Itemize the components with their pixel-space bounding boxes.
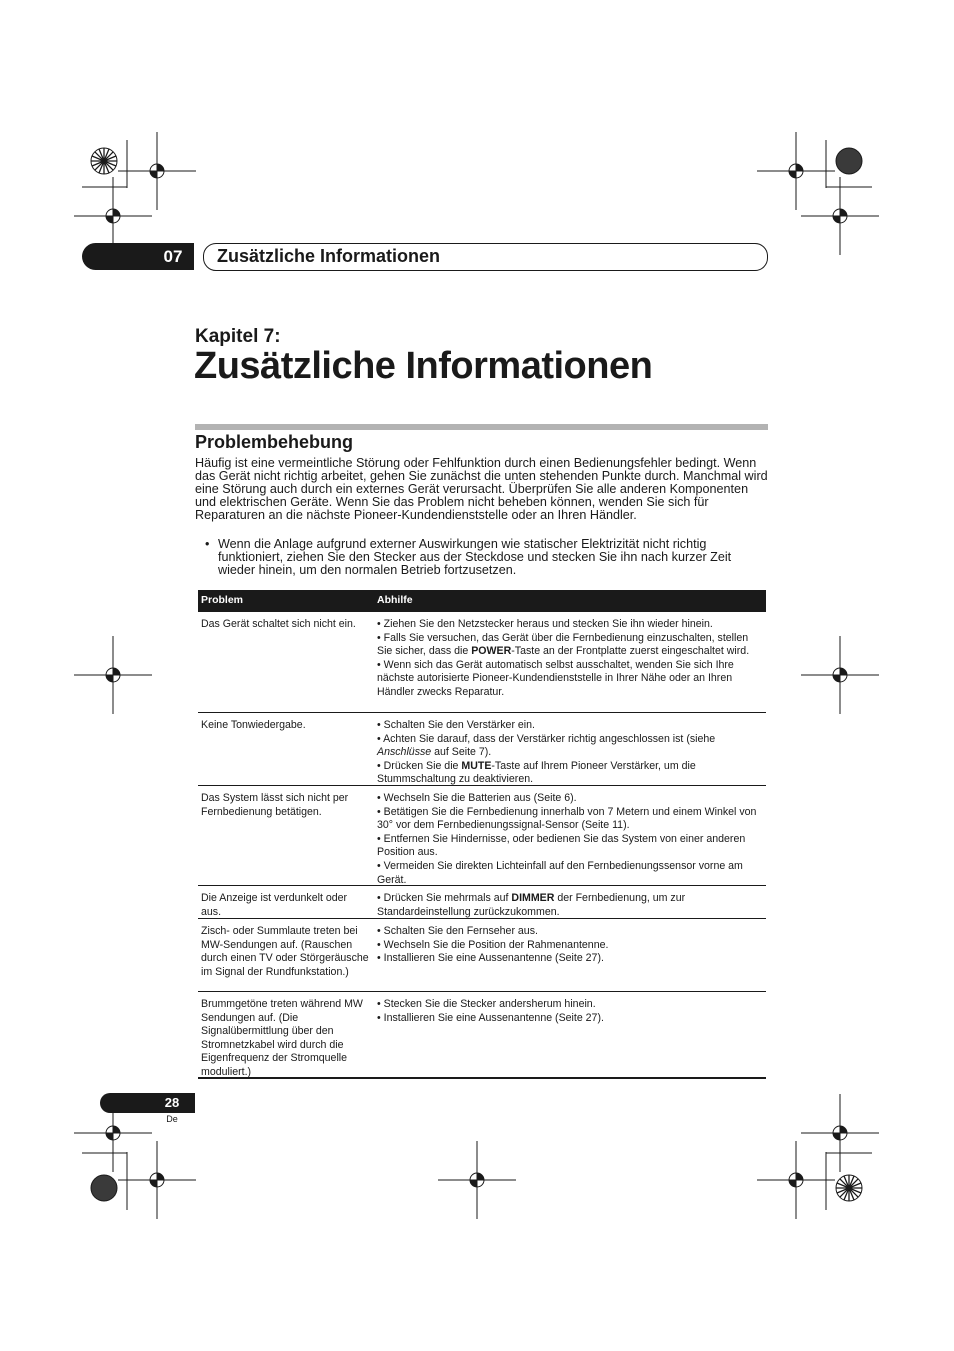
remedy-line: • Ziehen Sie den Netzstecker heraus und stecken Sie ihn wieder hinein. bbox=[377, 618, 713, 630]
problem-cell: Zisch- oder Summlaute treten bei MW-Sendungen auf. (Rauschen durch einen TV oder Störgeräusche im Signal der Rundfunkstation.) bbox=[201, 925, 369, 978]
table-row bbox=[198, 919, 766, 992]
problem-cell: Das Gerät schaltet sich nicht ein. bbox=[201, 618, 356, 630]
table-row bbox=[198, 992, 766, 1079]
remedy-line: • Drücken Sie die MUTE-Taste auf Ihrem Pioneer Verstärker, um die Stummschaltung zu deaktivieren. bbox=[377, 759, 696, 786]
remedy-cell bbox=[377, 792, 763, 887]
page-number: 28 bbox=[164, 1095, 180, 1110]
remedy-cell bbox=[377, 618, 763, 700]
remedy-line: • Wechseln Sie die Batterien aus (Seite 6). bbox=[377, 792, 577, 804]
remedy-line: • Stecken Sie die Stecker andersherum hinein. bbox=[377, 998, 596, 1010]
problem-cell: Das System lässt sich nicht per Fernbedienung betätigen. bbox=[201, 792, 349, 818]
remedy-line: • Falls Sie versuchen, das Gerät über die Fernbedienung einzuschalten, stellen Sie sicher, dass die POWER-Taste an der Frontplatte zuerst eingeschaltet wird. bbox=[377, 631, 750, 658]
problem-cell: Keine Tonwiedergabe. bbox=[201, 719, 306, 731]
remedy-cell bbox=[377, 925, 763, 966]
intro-paragraph: Häufig ist eine vermeintliche Störung oder Fehlfunktion durch einen Bedienungsfehler bedingt. Wenn das Gerät nicht richtig arbeitet, gehen Sie zunächst die unten stehenden Punkte durch. Manchmal wird eine Störung auch durch ein externes Gerät verursacht. Überprüfen Sie alle anderen Komponenten und elektrischen Geräte. Wenn Sie das Problem nicht beheben können, wenden Sie sich für Reparaturen an die nächste Pioneer-Kundendienststelle oder an Ihren Händler. bbox=[195, 456, 768, 522]
section-title: Problembehebung bbox=[195, 432, 354, 452]
remedy-line: • Installieren Sie eine Aussenantenne (Seite 27). bbox=[377, 952, 604, 965]
remedy-cell bbox=[377, 892, 763, 919]
remedy-line: • Schalten Sie den Fernseher aus. bbox=[377, 925, 538, 937]
remedy-line: • Vermeiden Sie direkten Lichteinfall auf den Fernbedienungssensor vorne am Gerät. bbox=[377, 859, 743, 886]
chapter-header-title: Zusätzliche Informationen bbox=[217, 246, 441, 266]
chapter-number: 07 bbox=[163, 247, 183, 266]
bullet-text: Wenn die Anlage aufgrund externer Auswirkungen wie statischer Elektrizität nicht richtig funktioniert, ziehen Sie den Stecker aus der Steckdose und stecken Sie ihn nach kurzer Zeit wieder hinein, um den normalen Betrieb fortzusetzen. bbox=[218, 537, 732, 577]
header-problem: Problem bbox=[201, 594, 244, 606]
remedy-cell bbox=[377, 719, 763, 787]
remedy-line: • Achten Sie darauf, dass der Verstärker richtig angeschlossen ist (siehe Anschlüsse auf Seite 7). bbox=[377, 732, 716, 759]
troubleshooting-table bbox=[198, 590, 766, 1079]
table-header bbox=[198, 590, 766, 612]
remedy-line: • Wechseln Sie die Position der Rahmenantenne. bbox=[377, 938, 609, 951]
problem-cell: Brummgetöne treten während MW Sendungen auf. (Die Signalübermittlung über den Stromnetzkabel wird durch die Eigenfrequenz der Stromquelle moduliert.) bbox=[201, 998, 363, 1078]
bullet-dot: • bbox=[205, 537, 210, 551]
remedy-cell bbox=[377, 998, 763, 1025]
table-row bbox=[198, 886, 766, 919]
kapitel-label: Kapitel 7: bbox=[195, 326, 281, 347]
remedy-line: • Installieren Sie eine Aussenantenne (Seite 27). bbox=[377, 1011, 604, 1024]
remedy-line: • Betätigen Sie die Fernbedienung innerhalb von 7 Metern und einem Winkel von 30° vor dem Fernbedienungssignal-Sensor (Seite 11). bbox=[377, 805, 757, 832]
remedy-line: • Entfernen Sie Hindernisse, oder bedienen Sie das System von einer anderen Position aus. bbox=[377, 832, 746, 859]
remedy-line: • Wenn sich das Gerät automatisch selbst ausschaltet, wenden Sie sich Ihre nächste autorisierte Pioneer-Kundendienststelle in Ihrer Nähe oder an Ihren Händler zwecks Reparatur. bbox=[377, 658, 734, 698]
chapter-title: Zusätzliche Informationen bbox=[194, 345, 653, 387]
section-rule bbox=[195, 424, 768, 430]
table-row bbox=[198, 713, 766, 786]
header-remedy: Abhilfe bbox=[377, 594, 413, 606]
table-row bbox=[198, 786, 766, 886]
remedy-line: • Drücken Sie mehrmals auf DIMMER der Fernbedienung, um zur Standardeinstellung zurückzukommen. bbox=[377, 892, 686, 918]
problem-cell: Die Anzeige ist verdunkelt oder aus. bbox=[201, 892, 348, 918]
table-row bbox=[198, 612, 766, 713]
remedy-line: • Schalten Sie den Verstärker ein. bbox=[377, 719, 535, 731]
bullet-paragraph bbox=[205, 538, 770, 577]
language-code: De bbox=[166, 1114, 178, 1124]
